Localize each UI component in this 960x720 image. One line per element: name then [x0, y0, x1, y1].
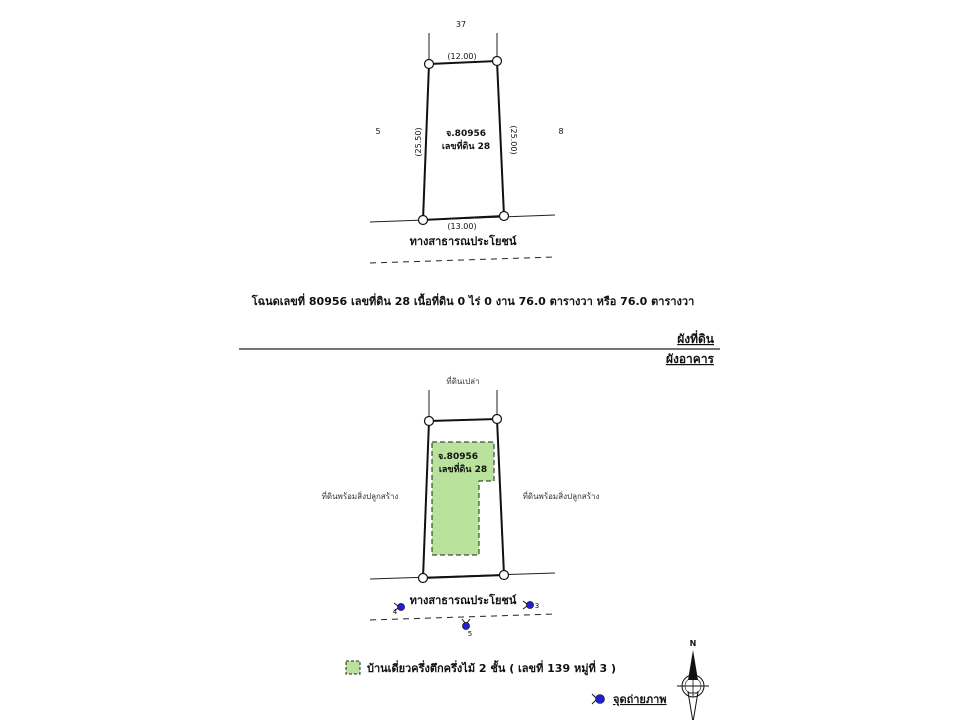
north-arrow: [677, 639, 709, 720]
photo-point-legend-label: จุดถ่ายภาพ: [613, 693, 667, 706]
photo-point-4: [393, 603, 405, 616]
land-plan-heading: ผังที่ดิน: [677, 332, 714, 346]
deed-number: จ.80956: [437, 452, 479, 462]
road-label: ทางสาธารณประโยชน์: [409, 235, 517, 248]
photo-point-number: 4: [392, 608, 398, 616]
building-plan-heading: ผังอาคาร: [665, 352, 714, 366]
photo-point-number: 3: [534, 602, 540, 610]
dimension-left: (25.50): [414, 127, 423, 157]
west-neighbor-label: 5: [375, 127, 381, 136]
parcel-number: เลขที่ดิน 28: [438, 465, 488, 475]
corner-marker: [419, 574, 428, 583]
dimension-bottom: (13.00): [447, 222, 477, 231]
photo-point-icon: [397, 603, 404, 610]
west-neighbor-label: ที่ดินพร้อมสิ่งปลูกสร้าง: [321, 492, 399, 501]
corner-marker: [425, 60, 434, 69]
north-neighbor-label: 37: [455, 20, 467, 29]
building-plan: [322, 375, 600, 638]
photo-point-icon: [596, 695, 605, 704]
building-legend-label: บ้านเดี่ยวครึ่งตึกครึ่งไม้ 2 ชั้น ( เลขที่ 139 หมู่ที่ 3 ): [367, 662, 617, 675]
building-legend-swatch: [346, 661, 360, 674]
deed-caption: โฉนดเลขที่ 80956 เลขที่ดิน 28 เนื้อที่ดิน 0 ไร่ 0 งาน 76.0 ตารางวา หรือ 76.0 ตารางวา: [251, 295, 695, 308]
corner-marker: [493, 415, 502, 424]
corner-marker: [425, 417, 434, 426]
land-plan: [370, 20, 564, 263]
parcel-boundary: [423, 61, 504, 220]
parcel-number: เลขที่ดิน 28: [441, 142, 491, 152]
road-label: ทางสาธารณประโยชน์: [409, 594, 517, 607]
east-neighbor-label: 8: [558, 127, 564, 136]
corner-marker: [419, 216, 428, 225]
photo-point-number: 5: [467, 630, 473, 638]
north-neighbor-label: ที่ดินเปล่า: [446, 377, 480, 386]
legend: [346, 660, 667, 707]
corner-marker: [500, 212, 509, 221]
photo-point-5: [462, 619, 472, 638]
photo-point-icon: [526, 601, 533, 608]
corner-marker: [500, 571, 509, 580]
dimension-top: (12.00): [447, 52, 477, 61]
east-neighbor-label: ที่ดินพร้อมสิ่งปลูกสร้าง: [522, 492, 600, 501]
north-label: N: [689, 639, 697, 648]
photo-point-legend: [592, 694, 605, 704]
dimension-right: (25.00): [509, 125, 518, 155]
photo-point-icon: [462, 622, 469, 629]
road-dashed-line: [370, 257, 555, 263]
photo-point-3: [523, 601, 539, 610]
corner-marker: [493, 57, 502, 66]
deed-number: จ.80956: [445, 129, 487, 139]
